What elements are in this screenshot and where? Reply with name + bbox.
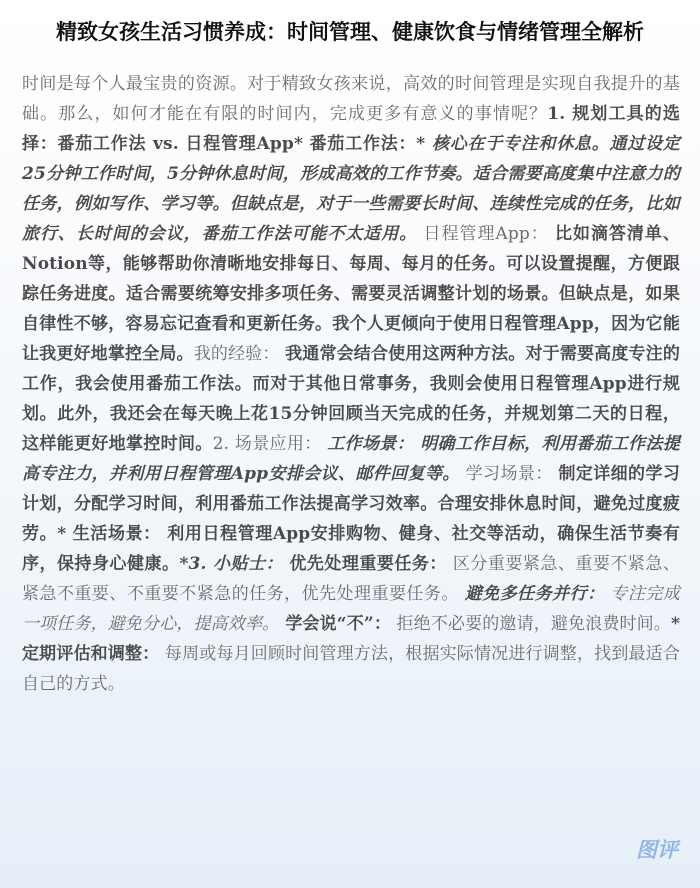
watermark-logo: 图评 [636, 838, 678, 862]
body-segment: 专注完成一项任务，避免分心，提高效率。 [22, 584, 680, 634]
body-segment: 日程管理App： [417, 224, 556, 244]
article-body [22, 69, 680, 699]
body-segment: 优先处理重要任务： [283, 554, 447, 574]
body-segment: 2. 场景应用： [212, 434, 328, 454]
body-segment: 核心在于专注和休息。通过设定25分钟工作时间，5分钟休息时间，形成高效的工作节奏。适合需要高度集中注意力的任务，例如写作、学习等。但缺点是，对于一些需要长时间、连续性完成的任务，比如旅行、长时间的会议，番茄工作法可能不太适用。 [22, 134, 680, 244]
body-segment: 工作场景： 明确工作目标，利用番茄工作法提高专注力，并利用日程管理App安排会议、邮件回复等。 [22, 434, 680, 484]
body-segment: 制定详细的学习计划，分配学习时间，利用番茄工作法提高学习效率。合理安排休息时间，避免过度疲劳。* 生活场景： 利用日程管理App安排购物、健身、社交等活动，确保生活节奏有序，保持身心健康。* [22, 464, 680, 574]
body-segment: 我的经验： [193, 344, 286, 364]
body-segment: 避免多任务并行： [464, 584, 605, 604]
body-segment: 我通常会结合使用这两种方法。对于需要高度专注的工作，我会使用番茄工作法。而对于其他日常事务，我则会使用日程管理App进行规划。此外，我还会在每天晚上花15分钟回顾当天完成的任务，并规划第二天的日程，这样能更好地掌控时间。 [22, 344, 680, 454]
body-segment: 时间是每个人最宝贵的资源。对于精致女孩来说，高效的时间管理是实现自我提升的基础。那么，如何才能在有限的时间内，完成更多有意义的事情呢？ [22, 74, 680, 124]
body-segment: 1. 规划工具的选择：番茄工作法 vs. 日程管理App* 番茄工作法：* [22, 104, 680, 154]
body-segment: 比如滴答清单、Notion等，能够帮助你清晰地安排每日、每周、每月的任务。可以设置提醒，方便跟踪任务进度。适合需要统筹安排多项任务、需要灵活调整计划的场景。但缺点是，如果自律性不够，容易忘记查看和更新任务。我个人更倾向于使用日程管理App，因为它能让我更好地掌控全局。 [22, 224, 680, 364]
body-segment: 3. 小贴士： [188, 554, 284, 574]
article-title: 精致女孩生活习惯养成：时间管理、健康饮食与情绪管理全解析 [56, 20, 644, 44]
body-segment: * 定期评估和调整： [22, 614, 680, 664]
body-segment: 学会说“不”： [279, 614, 391, 634]
body-segment: 拒绝不必要的邀请，避免浪费时间。 [390, 614, 671, 634]
body-segment: 每周或每月回顾时间管理方法，根据实际情况进行调整，找到最适合自己的方式。 [22, 644, 680, 694]
body-segment: 学习场景： [459, 464, 559, 484]
body-segment: 区分重要紧急、重要不紧急、紧急不重要、不重要不紧急的任务，优先处理重要任务。 [22, 554, 680, 604]
